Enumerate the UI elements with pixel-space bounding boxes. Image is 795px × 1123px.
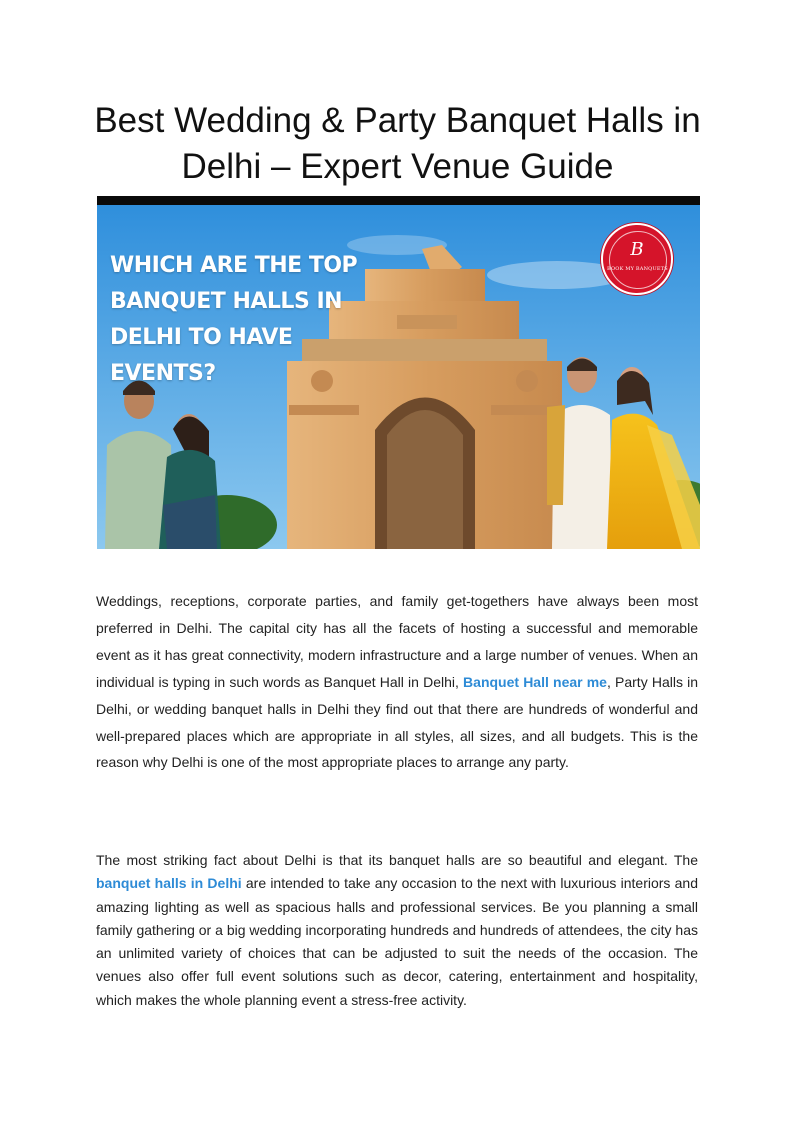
hero-banner-image — [97, 196, 700, 549]
paragraph-text: Weddings, receptions, corporate parties, and family get-togethers have always been most preferred in Delhi. The capital city has all the facets of hosting a successful and memorable event as it has great connectivity, modern infrastructure and a large number of venues. When an individual is typing in such words as Banquet Hall in Delhi, — [96, 593, 698, 690]
hero-top-bar — [97, 196, 700, 205]
hero-headline-line: EVENTS? — [110, 361, 216, 386]
hero-headline — [110, 248, 360, 392]
banquet-halls-in-delhi-link[interactable]: banquet halls in Delhi — [96, 875, 242, 892]
book-my-banquets-logo — [601, 223, 673, 295]
hero-headline-line: DELHI TO HAVE — [110, 325, 293, 350]
paragraph-text: The most striking fact about Delhi is that its banquet halls are so beautiful and elegant. The — [96, 852, 698, 868]
second-paragraph — [96, 849, 698, 1012]
paragraph-text: , Party Halls in Delhi, or wedding banquet halls in Delhi they find out that there are hundreds of wonderful and well-prepared places which are appropriate in all styles, all sizes, and all budgets. This is the reason why Delhi is one of the most appropriate places to arrange any party. — [96, 673, 699, 771]
banquet-hall-near-me-link[interactable]: Banquet Hall near me — [463, 673, 607, 690]
hero-headline-line: WHICH ARE THE TOP — [110, 253, 358, 278]
logo-monogram: B — [630, 239, 644, 260]
page-title: Best Wedding & Party Banquet Halls in Delhi – Expert Venue Guide — [94, 101, 701, 186]
hero-headline-line: BANQUET HALLS IN — [110, 289, 343, 314]
paragraph-text: are intended to take any occasion to the next with luxurious interiors and amazing lighting as well as spacious halls and professional services. Be you planning a small family gathering or a big wedding incorporating hundreds and hundreds of attendees, the city has an unlimited variety of choices that can be adjusted to suit the needs of the occasion. The venues also offer full event solutions such as decor, catering, entertainment and hospitality, which makes the whole planning event a stress-free activity. — [96, 875, 699, 1008]
intro-paragraph — [96, 588, 698, 776]
logo-wordmark: BOOK MY BANQUETS — [607, 266, 668, 272]
